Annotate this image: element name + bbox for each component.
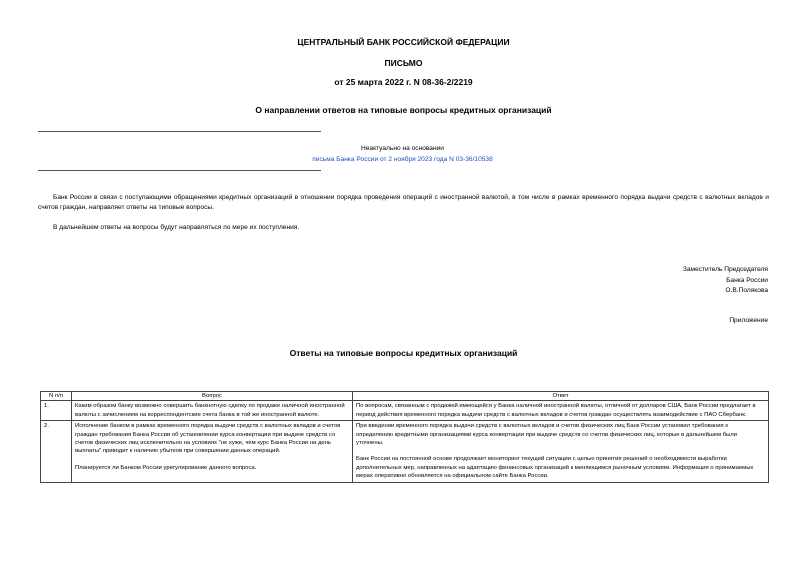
column-header-question: Вопрос [72, 392, 353, 401]
column-header-answer: Ответ [353, 392, 769, 401]
qa-table [40, 391, 769, 483]
issuer-title: ЦЕНТРАЛЬНЫЙ БАНК РОССИЙСКОЙ ФЕДЕРАЦИИ [297, 37, 510, 47]
row-number: 1. [41, 401, 72, 421]
signatory-org: Банка России [726, 276, 768, 284]
appendix-title: Ответы на типовые вопросы кредитных организаций [289, 348, 518, 358]
signatory-title: Заместитель Председателя [682, 266, 768, 273]
document-subject: О направлении ответов на типовые вопросы кредитных организаций [255, 105, 552, 115]
question-text: Каким образом банку возможно совершить банкнотную сделку по продаже наличной иностранной валюты с зачислением на корреспондентские счета банка в той же иностранной валюте. [75, 403, 345, 418]
answer-text: Банк России на постоянной основе продолжает мониторинг текущей ситуации с целью принятия решений о необходимости выработки дополнительных мер, направленных на адаптацию финансовых организаций к меняющимся рыночным условиям. Информация о принимаемых мерах оперативно обновляется на официальном сайте Банка России. [356, 456, 754, 480]
row-question [72, 421, 353, 482]
divider-top [38, 131, 321, 132]
superseding-letter-link[interactable]: письма Банка России от 2 ноября 2023 года N 03-36/10538 [312, 156, 493, 163]
document-type: ПИСЬМО [384, 58, 423, 68]
table-row [41, 421, 769, 482]
question-text: Планируется ли Банком России урегулирование данного вопроса. [75, 464, 257, 471]
row-answer [353, 401, 769, 421]
divider-bottom [38, 170, 321, 171]
row-answer [353, 421, 769, 482]
status-notice-text: Неактуально на основании [361, 145, 444, 152]
appendix-label: Приложение [729, 317, 768, 324]
question-text: Исполнение банком в рамках временного порядка выдачи средств с валютных вкладов и счетов граждан требования Банка России об установлении курса конвертации при выдаче средств со счетов физических лиц исключительно на условиях "не хуже, чем курс Банка России на день выплаты" приводит к наличию убытков при совершении данных операций. [75, 423, 341, 455]
column-header-number: N п/п [41, 392, 72, 401]
table-header-row [41, 392, 769, 401]
row-question [72, 401, 353, 421]
table-row [41, 401, 769, 421]
answer-text: При введении временного порядка выдачи средств с валютных вкладов и счетов физических лиц Банк России установил требования к определению кредитными организациями курса конвертации при выдаче средств со счетов физических лиц, которые в дальнейшем были уточнены. [356, 423, 737, 447]
body-paragraph-2: В дальнейшем ответы на вопросы будут направляться по мере их поступления. [53, 224, 300, 231]
body-paragraph-1: Банк России в связи с поступающими обращениями кредитных организаций в отношении порядка проведения операций с иностранной валютой, в том числе в рамках временного порядка выдачи средств с валютных вкладов и счетов граждан, направляет ответы на типовые вопросы. [38, 194, 769, 211]
signatory-name: О.В.Полякова [725, 287, 768, 294]
document-date-number: от 25 марта 2022 г. N 08-36-2/2219 [334, 77, 473, 87]
signature-block [683, 265, 768, 297]
row-number: 2. [41, 421, 72, 482]
status-notice [290, 143, 515, 165]
answer-text: По вопросам, связанным с продажей имеющейся у Банка наличной иностранной валюты, отличной от долларов США, Банк России предлагает в период действия временного порядка выдачи средств с валютных вкладов и счетов граждан осуществлять взаимодействие с ПАО Сбербанк. [356, 403, 756, 418]
